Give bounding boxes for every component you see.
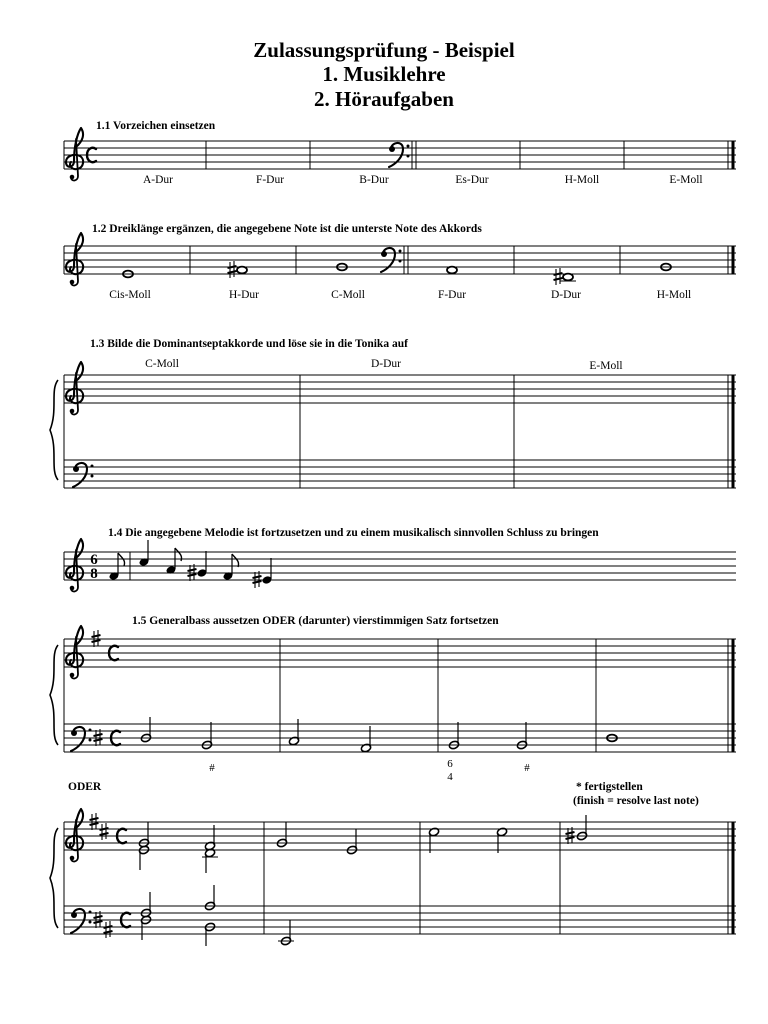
key-label: D-Dur <box>370 358 402 370</box>
brace-icon <box>50 828 58 928</box>
key-label: C-Moll <box>331 289 365 301</box>
key-signature-sharp-icon <box>104 921 113 938</box>
key-label: H-Dur <box>228 289 260 301</box>
staff-1-1 <box>64 141 736 169</box>
finish-note-line-2: (finish = resolve last note) <box>573 795 699 807</box>
title-line-2: 1. Musiklehre <box>322 62 446 86</box>
key-label: F-Dur <box>255 174 285 186</box>
section-1-5-heading: 1.5 Generalbass aussetzen ODER (darunter) vierstimmigen Satz fortsetzen <box>132 615 499 627</box>
section-1-1-heading: 1.1 Vorzeichen einsetzen <box>96 120 216 132</box>
title-line-1: Zulassungsprüfung - Beispiel <box>253 38 515 62</box>
key-label: F-Dur <box>437 289 467 301</box>
brace-icon <box>50 380 58 480</box>
key-label: A-Dur <box>142 174 174 186</box>
whole-note-icon <box>447 267 457 274</box>
treble-clef-icon <box>66 233 83 285</box>
key-label: B-Dur <box>359 174 389 186</box>
figured-bass-sharp: # <box>209 762 215 774</box>
brace-icon <box>50 645 58 745</box>
title-line-3: 2. Höraufgaben <box>313 87 454 111</box>
treble-clef-icon <box>66 128 83 180</box>
sharp-icon <box>554 268 563 285</box>
treble-clef-icon <box>66 539 83 591</box>
grand-staff-oder <box>64 822 736 934</box>
figured-bass-sharp: # <box>524 762 530 774</box>
time-signature-top: 6 <box>90 552 98 568</box>
section-1-2-heading: 1.2 Dreiklänge ergänzen, die angegebene Note ist die unterste Note des Akkords <box>92 223 482 235</box>
grand-staff-1-3 <box>64 375 736 488</box>
finish-note-line-1: * fertigstellen <box>576 781 643 793</box>
key-signature-sharp-icon <box>100 823 109 840</box>
figured-bass-four: 4 <box>447 771 453 783</box>
key-label: E-Moll <box>669 174 703 186</box>
section-1-3-heading: 1.3 Bilde die Dominantseptakkorde und löse sie in die Tonika auf <box>90 338 408 350</box>
treble-clef-icon <box>66 626 83 678</box>
sharp-icon <box>228 261 237 278</box>
key-label: H-Moll <box>656 289 692 301</box>
section-1-4-heading: 1.4 Die angegebene Melodie ist fortzusetzen und zu einem musikalisch sinnvollen Schluss zu bringen <box>108 527 599 539</box>
key-label: H-Moll <box>564 174 600 186</box>
figured-bass-six: 6 <box>447 758 453 770</box>
treble-clef-icon <box>66 809 83 861</box>
treble-clef-icon <box>66 362 83 414</box>
grand-staff-1-5 <box>64 639 736 752</box>
key-label: Cis-Moll <box>109 289 151 301</box>
time-signature-bottom: 8 <box>90 566 98 582</box>
oder-label: ODER <box>68 781 102 793</box>
key-label: D-Dur <box>550 289 582 301</box>
key-label: Es-Dur <box>455 174 489 186</box>
whole-note-icon <box>237 267 247 274</box>
staff-1-4 <box>64 552 736 580</box>
whole-note-icon <box>563 274 573 281</box>
key-label: E-Moll <box>589 360 623 372</box>
key-label: C-Moll <box>145 358 179 370</box>
